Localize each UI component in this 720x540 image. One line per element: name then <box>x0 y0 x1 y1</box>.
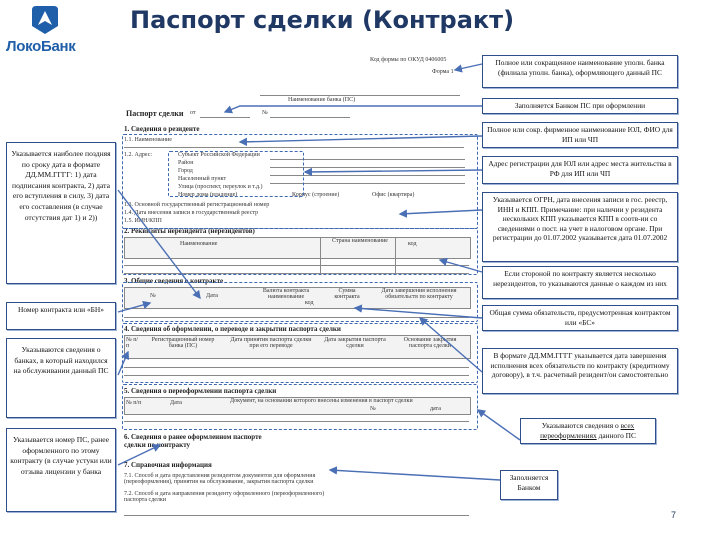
bank-header-label: Наименование банка (ПС) <box>288 97 356 103</box>
callout-banks-info: Указываются сведения о банках, в который находился на обслуживании данный ПС <box>6 338 116 418</box>
callout-bank-fills: Заполняется Банком <box>500 470 558 500</box>
section-1-title: 1. Сведения о резиденте <box>124 125 200 133</box>
brand-name: ЛокоБанк <box>6 38 76 55</box>
section-7-title: 7. Справочная информация <box>124 461 212 469</box>
callout-reissues <box>520 418 656 444</box>
s3-col: Валюта контракта наименование <box>262 288 310 300</box>
s2-col: Страна наименование <box>332 238 388 244</box>
section-3-title: 3. Общие сведения о контракте <box>124 277 224 285</box>
s5-col: № п/п <box>126 400 142 406</box>
lokobank-logo-icon <box>30 4 60 36</box>
s3-col: № <box>150 293 156 299</box>
callout-reissues-pre: Указываются сведения о <box>541 421 619 430</box>
s4-col: Основание закрытия паспорта сделки <box>403 337 457 349</box>
section-4-title: 4. Сведения об оформлении, о переводе и закрытии паспорта сделки <box>124 325 341 333</box>
nonresident-frame <box>122 228 478 275</box>
passport-from: от <box>190 110 196 116</box>
reissue-frame <box>122 384 478 430</box>
section-1-2: 1.2. Адрес: <box>124 152 153 158</box>
s4-col: № п/п <box>126 337 139 349</box>
passport-closing-frame <box>122 323 478 383</box>
form-number: Форма 1 <box>432 69 454 75</box>
s3-col: код <box>305 300 314 306</box>
section-1-1: 1.1. Наименование <box>124 137 172 143</box>
callout-bank-name: Полное или сокращенное наименование уполн. банка (филиала уполн. банка), оформляющего данный ПС <box>482 55 678 88</box>
address-frame <box>168 151 304 197</box>
addr-extra: Офис (квартира) <box>372 192 415 198</box>
callout-contract-sum: Общая сумма обязательств, предусмотренная контрактом или «БС» <box>482 305 678 331</box>
callout-reissues-underlined: всех переоформлениях <box>540 421 635 440</box>
addr-line: Номер дома (владение) <box>178 192 238 198</box>
addr-line: Город <box>178 168 193 174</box>
section-1-3: 1.3. Основной государственный регистрационный номер <box>124 202 270 208</box>
callout-address: Адрес регистрации для ЮЛ или адрес места жительства в РФ для ИП или ЧП <box>482 156 678 184</box>
slide-title: Паспорт сделки (Контракт) <box>130 6 515 34</box>
callout-contract-number: Номер контракта или «БН» <box>6 302 116 330</box>
section-1-4: 1.4. Дата внесения записи в государственный реестр <box>124 210 259 216</box>
callout-completion-date: В формате ДД.ММ.ГГГГ указывается дата завершения исполнения всех обязательств по контракту (кредитному договору), в т.ч. расчетный резидент/он самостоятельно <box>482 348 678 394</box>
section-7-1: 7.1. Способ и дата представления резидентом документов для оформления (переоформления), принятия на обслуживание, закрытия паспорта сделки <box>124 473 316 485</box>
s5-col: № <box>370 406 376 412</box>
addr-line: Улица (проспект, переулок и т.д.) <box>178 184 263 190</box>
s5-col: Документ, на основании которого внесены изменения в паспорт сделки <box>230 398 413 404</box>
addr-extra: Корпус (строение) <box>292 192 340 198</box>
arrow-r9 <box>478 410 520 440</box>
s4-col: Дата принятия паспорта сделки при его переводе <box>230 337 312 349</box>
s3-col: Сумма контракта <box>334 288 360 300</box>
callout-contract-date: Указывается наиболее поздняя по сроку дата в формате ДД.ММ.ГГГГ: 1) дата подписания контракта, 2) дата его вступления в силу, 3) дата его составления (в случае отсутствия дат 1) и 2)) <box>6 142 116 284</box>
section-6-title: 6. Сведения о ранее оформленном паспорте сделки по контракту <box>124 433 262 449</box>
s2-col: Наименование <box>180 241 218 247</box>
s3-col: Дата <box>206 293 218 299</box>
passport-label: Паспорт сделки <box>126 109 184 118</box>
s3-col: Дата завершения исполнения обязательств по контракту <box>381 288 457 300</box>
page-number: 7 <box>670 510 676 520</box>
s4-col: Регистрационный номер банка (ПС) <box>151 337 215 349</box>
callout-reissues-post: данного ПС <box>598 430 636 440</box>
s5-col: Дата <box>170 400 182 406</box>
s4-col: Дата закрытия паспорта сделки <box>324 337 386 349</box>
section-5-title: 5. Сведения о переоформлении паспорта сделки <box>124 387 277 395</box>
callout-filled-by-bank: Заполняется Банком ПС при оформлении <box>482 98 678 114</box>
passport-no: № <box>262 110 268 116</box>
section-2-title: 2. Реквизиты нерезидента (нерезидентов) <box>124 227 255 235</box>
addr-line: Населенный пункт <box>178 176 227 182</box>
callout-resident-name: Полное или сокр. фирменное наименование ЮЛ, ФИО для ИП или ЧП <box>482 122 678 148</box>
contract-frame <box>122 282 478 322</box>
addr-line: Район <box>178 160 194 166</box>
s5-col: дата <box>430 406 441 412</box>
callout-ogrn-inn: Указывается ОГРН, дата внесения записи в гос. реестр, ИНН и КПП. Примечание: при наличии у резидента нескольких КПП указывается КПП в соотв-ии со сведениями о пост. на учет в налоговом органе. При регистрации до 01.07.2002 указывается дата 01.07.2002 <box>482 192 678 262</box>
callout-previous-passport: Указывается номер ПС, ранее оформленного по этому контракту (в случае устуки или отзыва лицензии у банка <box>6 428 116 512</box>
addr-line: Субъект Российской Федерации <box>178 152 260 158</box>
section-1-5: 1.5. ИНН/КПП <box>124 218 162 224</box>
s2-col: код <box>408 241 417 247</box>
okud-code: Код формы по ОКУД 0406005 <box>370 57 447 63</box>
callout-nonresidents: Если стороной по контракту является несколько нерезидентов, то указываются данные о каждом из них <box>482 266 678 299</box>
section-7-2: 7.2. Способ и дата направления резиденту оформленного (переоформленного) паспорта сделки <box>124 491 325 503</box>
